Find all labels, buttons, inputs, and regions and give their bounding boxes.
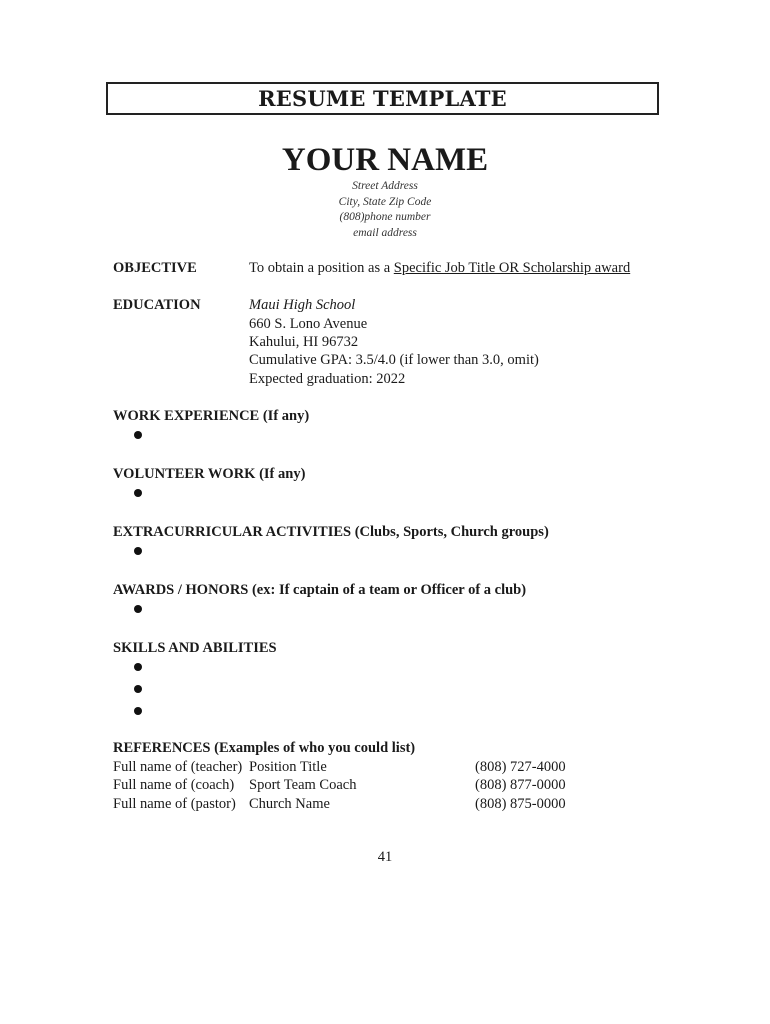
school-address: 660 S. Lono Avenue	[249, 316, 368, 332]
reference-title: Church Name	[249, 796, 330, 812]
education-label: EDUCATION	[113, 297, 201, 313]
volunteer-work-heading: VOLUNTEER WORK (If any)	[113, 466, 306, 482]
your-name-heading: YOUR NAME	[281, 142, 489, 178]
bullet-point	[134, 489, 142, 497]
objective-text	[249, 259, 630, 277]
reference-title: Position Title	[249, 759, 327, 775]
email-address: email address	[353, 227, 417, 239]
objective-label: OBJECTIVE	[113, 260, 197, 276]
extracurricular-heading: EXTRACURRICULAR ACTIVITIES (Clubs, Sports, Church groups)	[113, 524, 549, 540]
page-number: 41	[377, 849, 393, 865]
bullet-point	[134, 547, 142, 555]
bullet-point	[134, 707, 142, 715]
street-address: Street Address	[352, 180, 418, 192]
graduation-line: Expected graduation: 2022	[249, 371, 406, 387]
school-city: Kahului, HI 96732	[249, 334, 359, 350]
reference-phone: (808) 877-0000	[475, 777, 566, 793]
bullet-point	[134, 685, 142, 693]
school-name: Maui High School	[249, 297, 356, 313]
template-title: RESUME TEMPLATE	[106, 82, 659, 115]
city-state-zip: City, State Zip Code	[338, 196, 432, 208]
skills-heading: SKILLS AND ABILITIES	[113, 640, 277, 656]
reference-phone: (808) 875-0000	[475, 796, 566, 812]
gpa-line: Cumulative GPA: 3.5/4.0 (if lower than 3.0, omit)	[249, 352, 539, 368]
objective-prefix: To obtain a position as a	[249, 260, 394, 276]
references-heading: REFERENCES (Examples of who you could list)	[113, 740, 416, 756]
reference-name: Full name of (coach)	[113, 777, 235, 793]
reference-title: Sport Team Coach	[249, 777, 357, 793]
work-experience-heading: WORK EXPERIENCE (If any)	[113, 408, 310, 424]
bullet-point	[134, 663, 142, 671]
bullet-point	[134, 605, 142, 613]
reference-name: Full name of (teacher)	[113, 759, 243, 775]
bullet-point	[134, 431, 142, 439]
objective-target: Specific Job Title OR Scholarship award	[393, 260, 631, 276]
reference-name: Full name of (pastor)	[113, 796, 236, 812]
phone-number: (808)phone number	[339, 211, 431, 223]
awards-heading: AWARDS / HONORS (ex: If captain of a team or Officer of a club)	[113, 582, 527, 598]
reference-phone: (808) 727-4000	[475, 759, 566, 775]
